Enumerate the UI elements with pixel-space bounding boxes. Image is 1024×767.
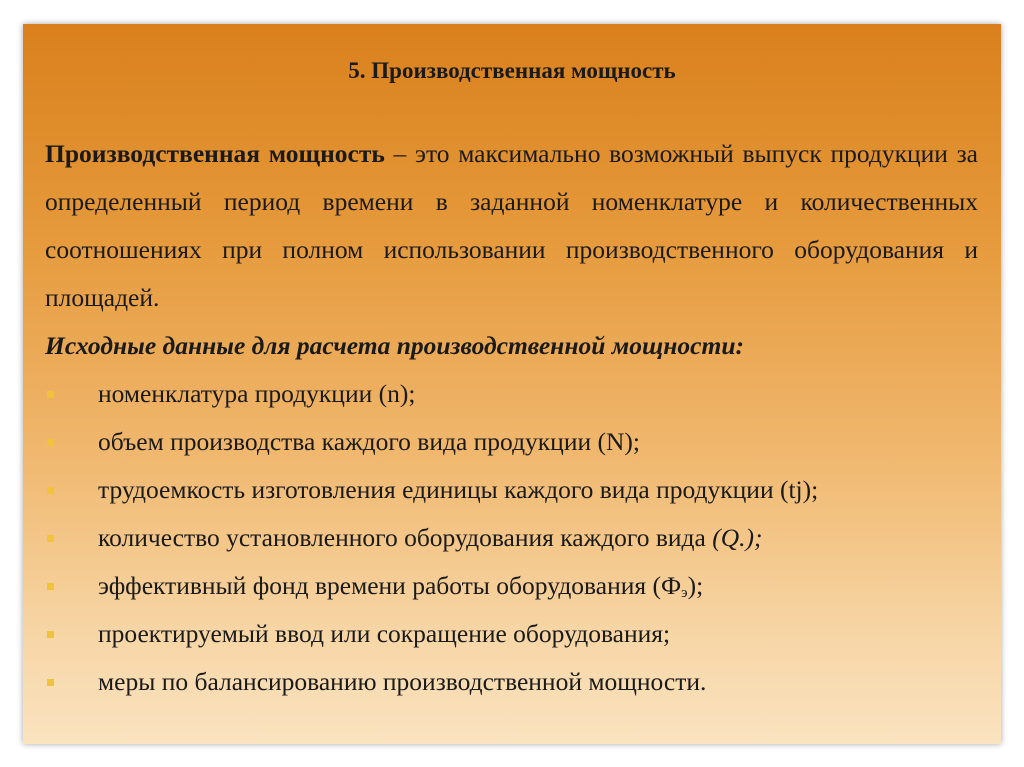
slide [23,24,1001,744]
list-item [45,562,978,610]
list-item-text: меры по балансированию производственной мощности. [98,667,707,696]
list-item [45,466,978,514]
slide-title: 5. Производственная мощность [348,58,676,83]
bullet-square-icon [47,535,54,542]
list-item [45,370,978,418]
list-item-symbol: (Q.); [712,523,763,552]
definition-term: Производственная мощность [45,139,385,168]
list-item [45,418,978,466]
list-item-text: количество установленного оборудования каждого вида [98,523,713,552]
inputs-list [45,370,978,706]
slide-body [45,130,978,706]
bullet-square-icon [47,391,54,398]
inputs-heading: Исходные данные для расчета производственной мощности: [45,331,744,360]
bullet-square-icon [47,583,54,590]
definition-text: – это максимально возможный выпуск продукции за определенный период времени в заданной номенклатуре и количественных соотношениях при полном использовании производственного оборудования и площадей. [45,139,978,312]
list-item-subscript: э [681,585,688,601]
bullet-square-icon [47,487,54,494]
list-item-text: эффективный фонд времени работы оборудования (Ф [98,571,682,600]
definition-paragraph [45,130,978,322]
bullet-square-icon [47,679,54,686]
list-item-text: номенклатура продукции (n); [98,379,416,408]
bullet-square-icon [47,439,54,446]
list-item [45,514,978,562]
list-item-text: трудоемкость изготовления единицы каждого вида продукции (tj); [98,475,819,504]
list-item-text: объем производства каждого вида продукции (N); [98,427,640,456]
list-item [45,658,978,706]
list-item-text: проектируемый ввод или сокращение оборудования; [98,619,671,648]
list-item-tail: ); [687,571,704,600]
list-item [45,610,978,658]
bullet-square-icon [47,631,54,638]
